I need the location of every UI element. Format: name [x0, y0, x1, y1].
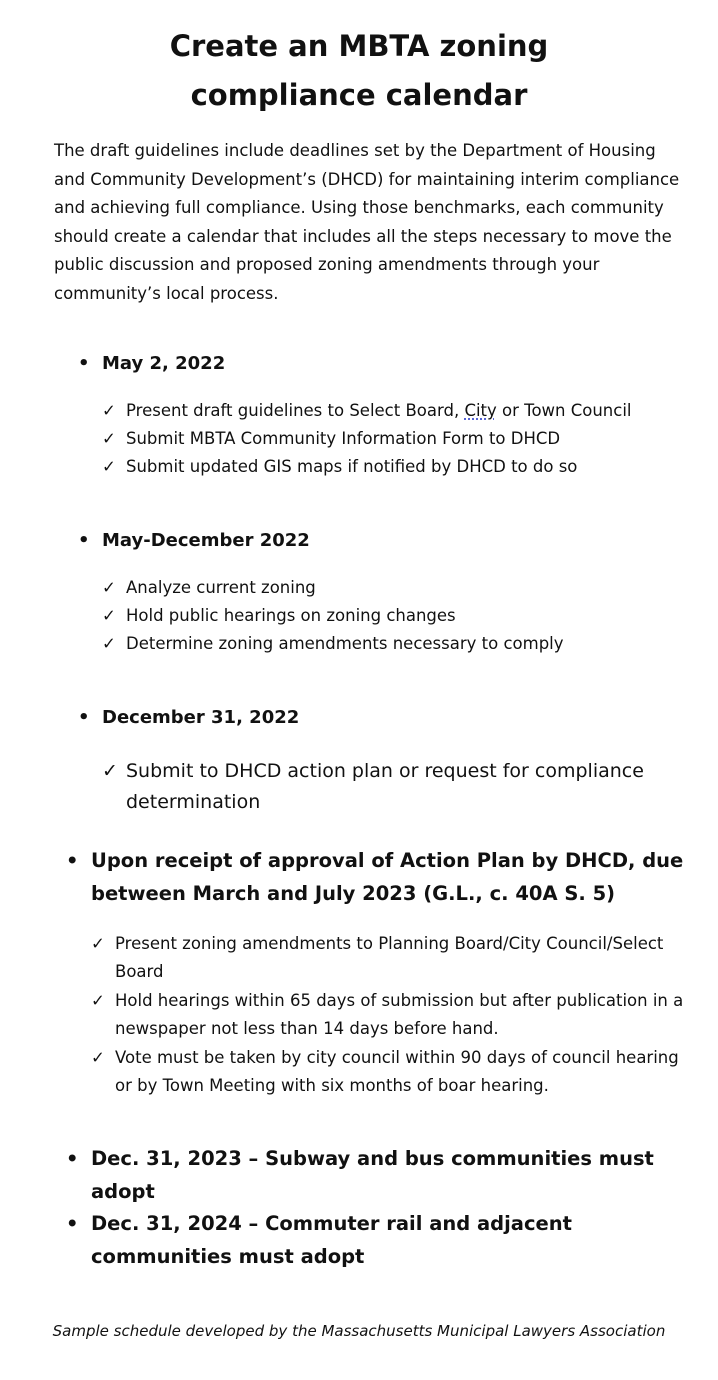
checklist-item-text: Hold public hearings on zoning changes: [126, 606, 456, 625]
page-title: [0, 22, 718, 120]
checklist: [102, 574, 698, 658]
checkmark-icon: ✓: [102, 401, 116, 420]
section-may-december-2022: [78, 525, 698, 658]
section-heading: [66, 845, 686, 910]
section-heading-text: Dec. 31, 2024 – Commuter rail and adjacent communities must adopt: [91, 1212, 572, 1268]
checklist-item-text: Submit to DHCD action plan or request for compliance determination: [126, 760, 644, 813]
footer-credit: Sample schedule developed by the Massachusetts Municipal Lawyers Association: [52, 1322, 666, 1340]
section-heading-text: Dec. 31, 2023 – Subway and bus communities must adopt: [91, 1147, 654, 1203]
section-heading-text: December 31, 2022: [102, 707, 300, 728]
checklist-item: [102, 602, 698, 630]
checkmark-icon: ✓: [102, 429, 116, 448]
checklist-item: [102, 397, 698, 425]
bullet-icon: •: [66, 1147, 79, 1170]
checkmark-icon: ✓: [91, 1047, 105, 1067]
section-heading-text: May 2, 2022: [102, 353, 226, 374]
checklist-item-text: Hold hearings within 65 days of submission but after publication in a newspaper not less than 14 days before hand.: [115, 990, 684, 1039]
checklist-item: [102, 574, 698, 602]
checklist-item-text: Analyze current zoning: [126, 578, 316, 597]
section-heading: [66, 1208, 686, 1273]
bullet-icon: •: [78, 530, 90, 551]
checklist-item: [102, 630, 698, 658]
checklist-item: [91, 930, 686, 987]
checklist-item-text: Determine zoning amendments necessary to comply: [126, 634, 564, 653]
section-heading-text: May-December 2022: [102, 530, 310, 551]
checklist: [102, 397, 698, 481]
checklist-item-text: Present zoning amendments to Planning Board/City Council/Select Board: [115, 934, 664, 982]
section-heading: [78, 348, 698, 380]
checklist-item: [102, 425, 698, 453]
checklist-item-text: [126, 397, 698, 425]
checklist-item-text: Submit updated GIS maps if notified by DHCD to do so: [126, 457, 578, 476]
checklist: [102, 756, 698, 818]
checkmark-icon: ✓: [91, 990, 105, 1010]
checkmark-icon: ✓: [91, 934, 105, 953]
section-heading: [78, 702, 698, 734]
checklist-item-text: Vote must be taken by city council within 90 days of council hearing or by Town Meeting with six months of boar hearing.: [115, 1047, 679, 1096]
section-heading: [78, 525, 698, 557]
checklist-item: [102, 756, 698, 818]
section-may-2-2022: [78, 348, 698, 481]
spellcheck-flagged-word: City: [464, 401, 497, 420]
title-line-2: compliance calendar: [190, 78, 528, 112]
section-dec-31-2024: [66, 1208, 686, 1273]
checklist-item: [91, 987, 686, 1044]
title-line-1: Create an MBTA zoning: [169, 29, 549, 63]
checklist-item: [102, 453, 698, 481]
checklist-item-text: Submit MBTA Community Information Form to DHCD: [126, 429, 561, 448]
section-action-plan-approval: [66, 845, 686, 1100]
checklist-item: [91, 1044, 686, 1101]
checklist: [91, 930, 686, 1100]
checkmark-icon: ✓: [102, 634, 116, 653]
section-heading: [66, 1143, 686, 1208]
bullet-icon: •: [78, 707, 90, 728]
checkmark-icon: ✓: [102, 457, 116, 476]
section-dec-31-2023: [66, 1143, 686, 1208]
bullet-icon: •: [66, 849, 79, 872]
intro-paragraph: The draft guidelines include deadlines set by the Department of Housing and Community Development’s (DHCD) for maintaining interim compliance and achieving full compliance. Using those benchmarks, each community should create a calendar that includes all the steps necessary to move the public discussion and proposed zoning amendments through your community’s local process.: [54, 141, 680, 303]
bullet-icon: •: [78, 353, 90, 374]
checklist-item-text-part: or Town Council: [496, 401, 632, 420]
section-december-31-2022: [78, 702, 698, 818]
checklist-item-text-part: Present draft guidelines to Select Board,: [126, 401, 465, 420]
checkmark-icon: ✓: [102, 578, 116, 597]
checkmark-icon: ✓: [102, 760, 118, 782]
checkmark-icon: ✓: [102, 606, 116, 625]
section-heading-text: Upon receipt of approval of Action Plan by DHCD, due between March and July 2023 (G.L., c. 40A S. 5): [91, 849, 684, 905]
bullet-icon: •: [66, 1212, 79, 1235]
